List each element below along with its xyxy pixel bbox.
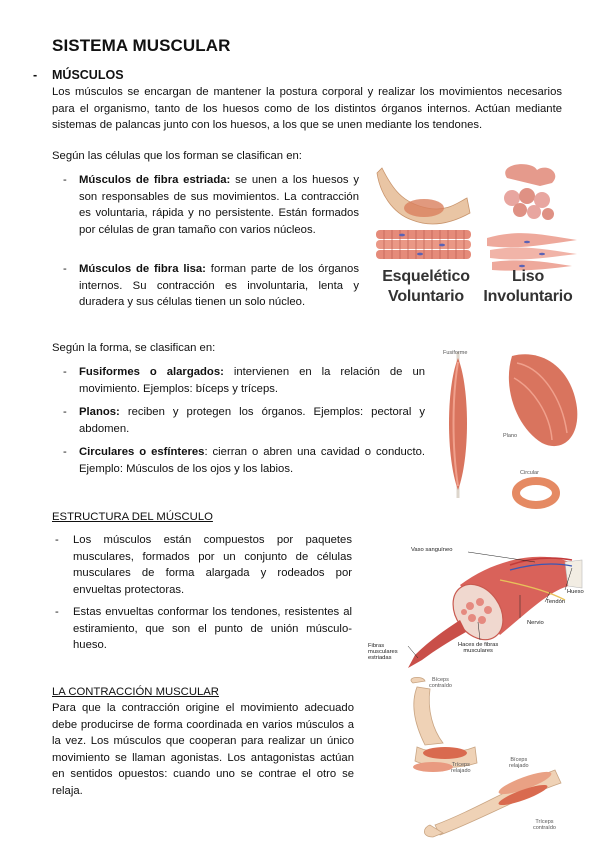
circular-muscle-illustration xyxy=(516,481,556,505)
list-item: - Estas envueltas conformar los tendones, resistentes al estiramiento, que son el punto de unión músculo-hueso. xyxy=(55,606,352,651)
label-striated-fibers xyxy=(368,643,398,661)
label-biceps-contracted xyxy=(429,677,452,689)
page-title: SISTEMA MUSCULAR xyxy=(52,36,231,55)
list-item: - Planos: reciben y protegen los órganos. Ejemplos: pectoral y abdomen. xyxy=(63,406,425,435)
shape-heading: Según la forma, se clasifican en: xyxy=(52,342,216,354)
term-description: intervienen en la relación de un movimiento. Ejemplos: bíceps y tríceps. xyxy=(79,366,426,395)
label-line: musculares xyxy=(463,648,493,654)
label-line: Haces de fibras xyxy=(458,642,499,648)
label-bone: Hueso xyxy=(567,589,584,595)
fusiform-muscle-illustration xyxy=(449,352,467,498)
arm-contraction-figure xyxy=(385,675,585,840)
term-description: se unen a los huesos y son responsables de sus movimientos. La contracción es voluntaria, rápida y no persistente. Están formados por células de gran tamaño con varios núcleos. xyxy=(79,174,359,236)
arm-illustration xyxy=(377,168,470,224)
muscle-shapes-figure xyxy=(432,348,582,513)
label-triceps-relaxed xyxy=(451,762,471,774)
label-line: Bíceps xyxy=(432,677,449,683)
caption-smooth xyxy=(478,267,578,307)
caption-line: Involuntario xyxy=(483,288,573,305)
term-description: reciben y protegen los órganos. Ejemplos: pectoral y abdomen. xyxy=(79,406,425,435)
list-item: - Circulares o esfínteres: cierran o abren una cavidad o conducto. Ejemplo: Músculos de los ojos y los labios. xyxy=(63,446,425,475)
caption-line: Voluntario xyxy=(388,288,464,305)
label-fusiform: Fusiforme xyxy=(443,350,468,356)
list-item: - Músculos de fibra estriada: se unen a los huesos y son responsables de sus movimientos. La contracción es voluntaria, rápida y no persistente. Están formados por células de gran tamaño con varios núcleos. xyxy=(63,174,359,236)
contraction-heading: LA CONTRACCIÓN MUSCULAR xyxy=(52,686,219,698)
caption-skeletal xyxy=(376,267,476,307)
smooth-fibers-illustration xyxy=(487,233,577,270)
label-biceps-relaxed xyxy=(509,757,529,769)
item-text: Estas envueltas conformar los tendones, resistentes al estiramiento, que son el punto de unión músculo-hueso. xyxy=(73,606,352,651)
label-line: contraído xyxy=(429,683,452,689)
term: Fusiformes o alargados: xyxy=(79,366,224,378)
section-title: MÚSCULOS xyxy=(52,68,124,82)
label-flat: Plano xyxy=(503,433,518,439)
term: Músculos de fibra estriada: xyxy=(79,174,231,186)
term: Músculos de fibra lisa: xyxy=(79,263,206,275)
label-blood-vessel: Vaso sanguíneo xyxy=(411,547,453,553)
label-line: relajado xyxy=(509,763,529,769)
label-line: Fibras xyxy=(368,643,385,649)
intestine-illustration xyxy=(504,164,555,220)
flat-muscle-illustration xyxy=(509,354,577,446)
label-nerve: Nervio xyxy=(527,620,544,626)
label-triceps-contracted xyxy=(533,819,556,831)
term: Circulares o esfínteres xyxy=(79,446,205,458)
label-line: Tríceps xyxy=(535,819,554,825)
list-item: - Músculos de fibra lisa: forman parte de los órganos internos. Su contracción es involuntaria, lenta y duradera y sus células tienen un solo núcleo. xyxy=(63,263,359,308)
caption-line: Esquelético xyxy=(382,268,470,285)
label-tendon: Tendón xyxy=(546,599,566,605)
structure-heading: ESTRUCTURA DEL MÚSCULO xyxy=(52,511,213,523)
arm-flexed-illustration xyxy=(411,677,477,772)
label-circular: Circular xyxy=(520,470,539,476)
item-text: Los músculos están compuestos por paquetes musculares, formados por un conjunto de células musculares de forma alargada y rodeados por envueltas protectoras. xyxy=(73,534,352,596)
term-description: forman parte de los órganos internos. Su contracción es involuntaria, lenta y duradera y sus células tienen un solo núcleo. xyxy=(79,263,359,308)
cells-heading: Según las células que los forman se clasifican en: xyxy=(52,150,302,162)
label-line: Tríceps xyxy=(451,762,470,768)
label-line: Bíceps xyxy=(510,757,528,763)
label-line: relajado xyxy=(451,768,471,774)
list-item: - Fusiformes o alargados: intervienen en la relación de un movimiento. Ejemplos: bíceps y tríceps. xyxy=(63,366,426,395)
label-line: contraído xyxy=(533,825,556,831)
caption-line: Liso xyxy=(511,268,545,285)
list-item: - Los músculos están compuestos por paquetes musculares, formados por un conjunto de células musculares de forma alargada y rodeados por envueltas protectoras. xyxy=(55,534,352,596)
label-line: estriadas xyxy=(368,655,392,661)
label-line: musculares xyxy=(368,649,398,655)
contraction-paragraph: Para que la contracción origine el movimiento adecuado debe producirse de forma coordinada en varios músculos a la vez. Los músculos que cooperan para realizar un único movimiento se llaman agonistas. Los antagonistas actúan en sentidos opuestos: cuando uno se contrae el otro se relaja. xyxy=(52,702,354,797)
term-description: : cierran o abren una cavidad o conducto. Ejemplo: Músculos de los ojos y los labios. xyxy=(79,446,425,475)
intro-paragraph: Los músculos se encargan de mantener la postura corporal y realizar los movimientos necesarios para el organismo, tanto de los huesos como de los distintos órganos internos. Actúan mediante sistemas de palancas junto con los huesos, a los que se unen mediante los tendones. xyxy=(52,86,562,131)
striated-fibers-illustration xyxy=(376,230,471,259)
section-dash: - xyxy=(33,68,38,82)
term: Planos: xyxy=(79,406,120,418)
label-fiber-bundles xyxy=(458,642,498,654)
